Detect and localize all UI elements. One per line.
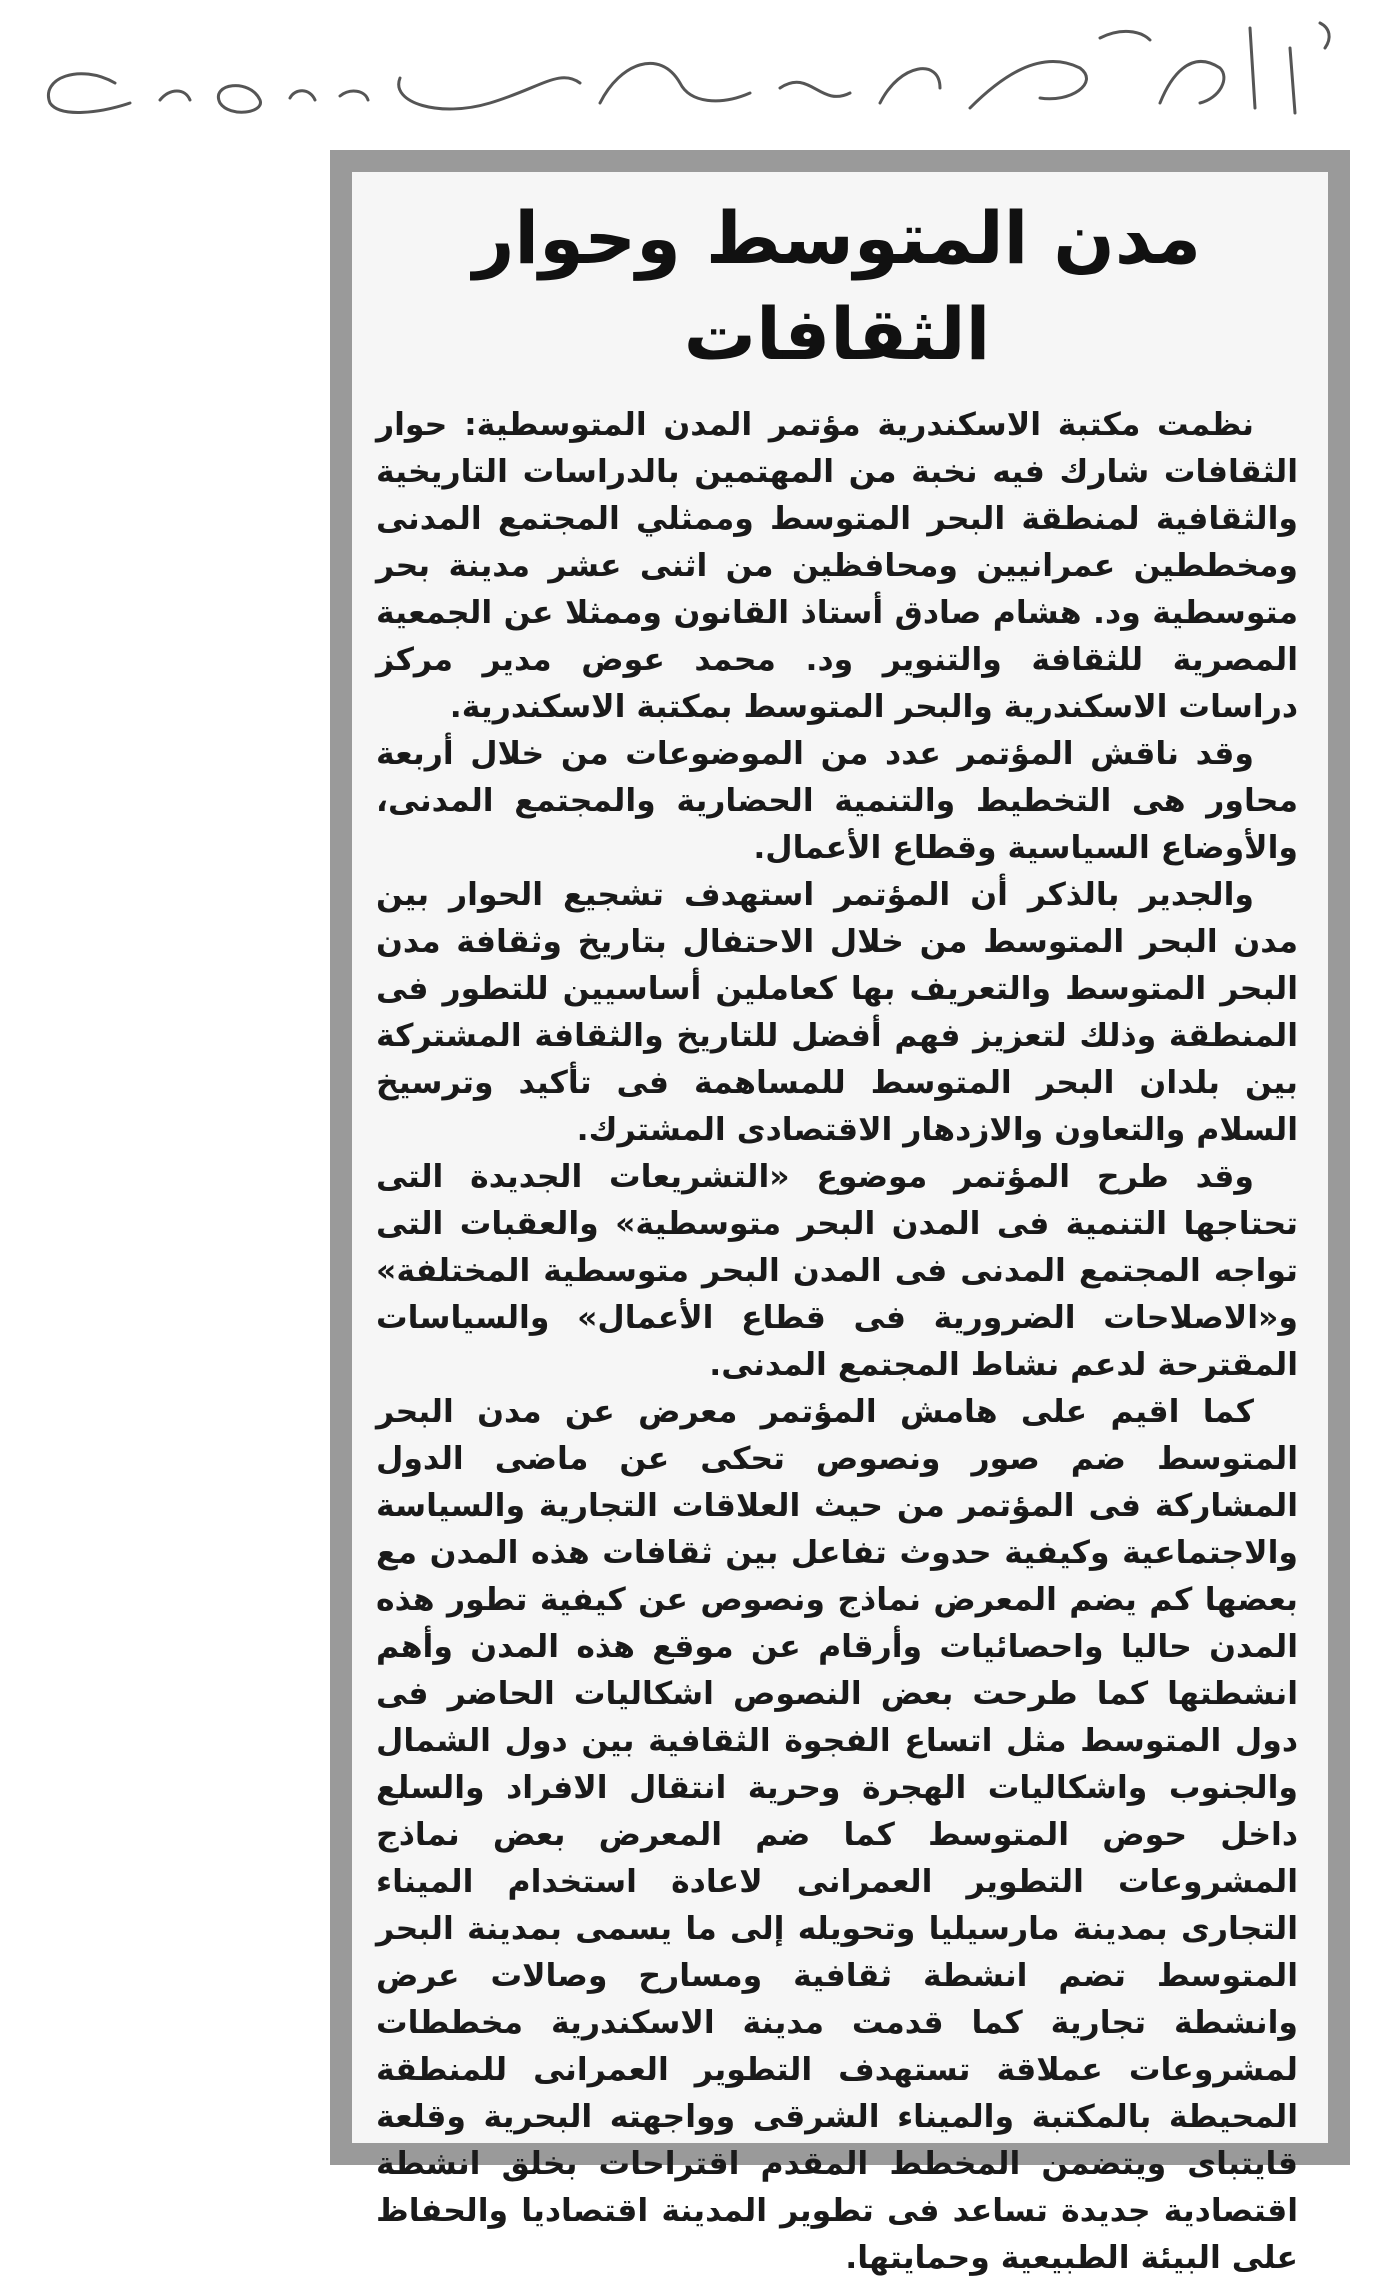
handwritten-annotation	[20, 8, 1350, 128]
article-paragraph: نظمت مكتبة الاسكندرية مؤتمر المدن المتوسطية: حوار الثقافات شارك فيه نخبة من المهتمين بالدراسات التاريخية والثقافية لمنطقة البحر المتوسط وممثلي المجتمع المدنى ومخططين عمرانيين ومحافظين من اثنى عشر مدينة بحر متوسطية ود. هشام صادق أستاذ القانون وممثلا عن الجمعية المصرية للثقافة والتنوير ود. محمد عوض مدير مركز دراسات الاسكندرية والبحر المتوسط بمكتبة الاسكندرية.	[376, 407, 1298, 725]
article-paragraph: وقد طرح المؤتمر موضوع «التشريعات الجديدة التى تحتاجها التنمية فى المدن البحر متوسطية» والعقبات التى تواجه المجتمع المدنى فى المدن البحر متوسطية المختلفة» و«الاصلاحات الضرورية فى قطاع الأعمال» والسياسات المقترحة لدعم نشاط المجتمع المدنى.	[376, 1159, 1298, 1383]
article-paragraph: والجدير بالذكر أن المؤتمر استهدف تشجيع الحوار بين مدن البحر المتوسط من خلال الاحتفال بتاريخ وثقافة مدن البحر المتوسط والتعريف بها كعاملين أساسيين للتطور فى المنطقة وذلك لتعزيز فهم أفضل للتاريخ والثقافة المشتركة بين بلدان البحر المتوسط للمساهمة فى تأكيد وترسيخ السلام والتعاون والازدهار الاقتصادى المشترك.	[376, 877, 1298, 1148]
article-headline: مدن المتوسط وحوار الثقافات	[472, 196, 1202, 376]
handwritten-date-text: الأهرام ١٤ مارس ٢٠٠٥	[20, 8, 30, 9]
newspaper-clipping	[330, 150, 1350, 2276]
article-body	[376, 402, 1298, 2282]
article-paragraph: كما اقيم على هامش المؤتمر معرض عن مدن البحر المتوسط ضم صور ونصوص تحكى عن ماضى الدول المشاركة فى المؤتمر من حيث العلاقات التجارية والسياسة والاجتماعية وكيفية حدوث تفاعل بين ثقافات هذه المدن مع بعضها كم يضم المعرض نماذج ونصوص عن كيفية تطور هذه المدن حاليا واحصائيات وأرقام عن موقع هذه المدن وأهم انشطتها كما طرحت بعض النصوص اشكاليات الحاضر فى دول المتوسط مثل اتساع الفجوة الثقافية بين دول الشمال والجنوب واشكاليات الهجرة وحرية انتقال الافراد والسلع داخل حوض المتوسط كما ضم المعرض بعض نماذج المشروعات التطوير العمرانى لاعادة استخدام الميناء التجارى بمدينة مارسيليا وتحويله إلى ما يسمى بمدينة البحر المتوسط تضم انشطة ثقافية ومسارح وصالات عرض وانشطة تجارية كما قدمت مدينة الاسكندرية مخططات لمشروعات عملاقة تستهدف التطوير العمرانى للمنطقة المحيطة بالمكتبة والميناء الشرقى وواجهته البحرية وقلعة قايتباى ويتضمن المخطط المقدم اقتراحات بخلق انشطة اقتصادية جديدة تساعد فى تطوير المدينة اقتصاديا والحفاظ على البيئة الطبيعية وحمايتها.	[376, 1394, 1298, 2276]
clipping-content	[352, 172, 1328, 2276]
article-paragraph: وقد ناقش المؤتمر عدد من الموضوعات من خلال أربعة محاور هى التخطيط والتنمية الحضارية والمجتمع المدنى، والأوضاع السياسية وقطاع الأعمال.	[376, 736, 1298, 866]
handwriting-strokes	[20, 8, 1350, 128]
